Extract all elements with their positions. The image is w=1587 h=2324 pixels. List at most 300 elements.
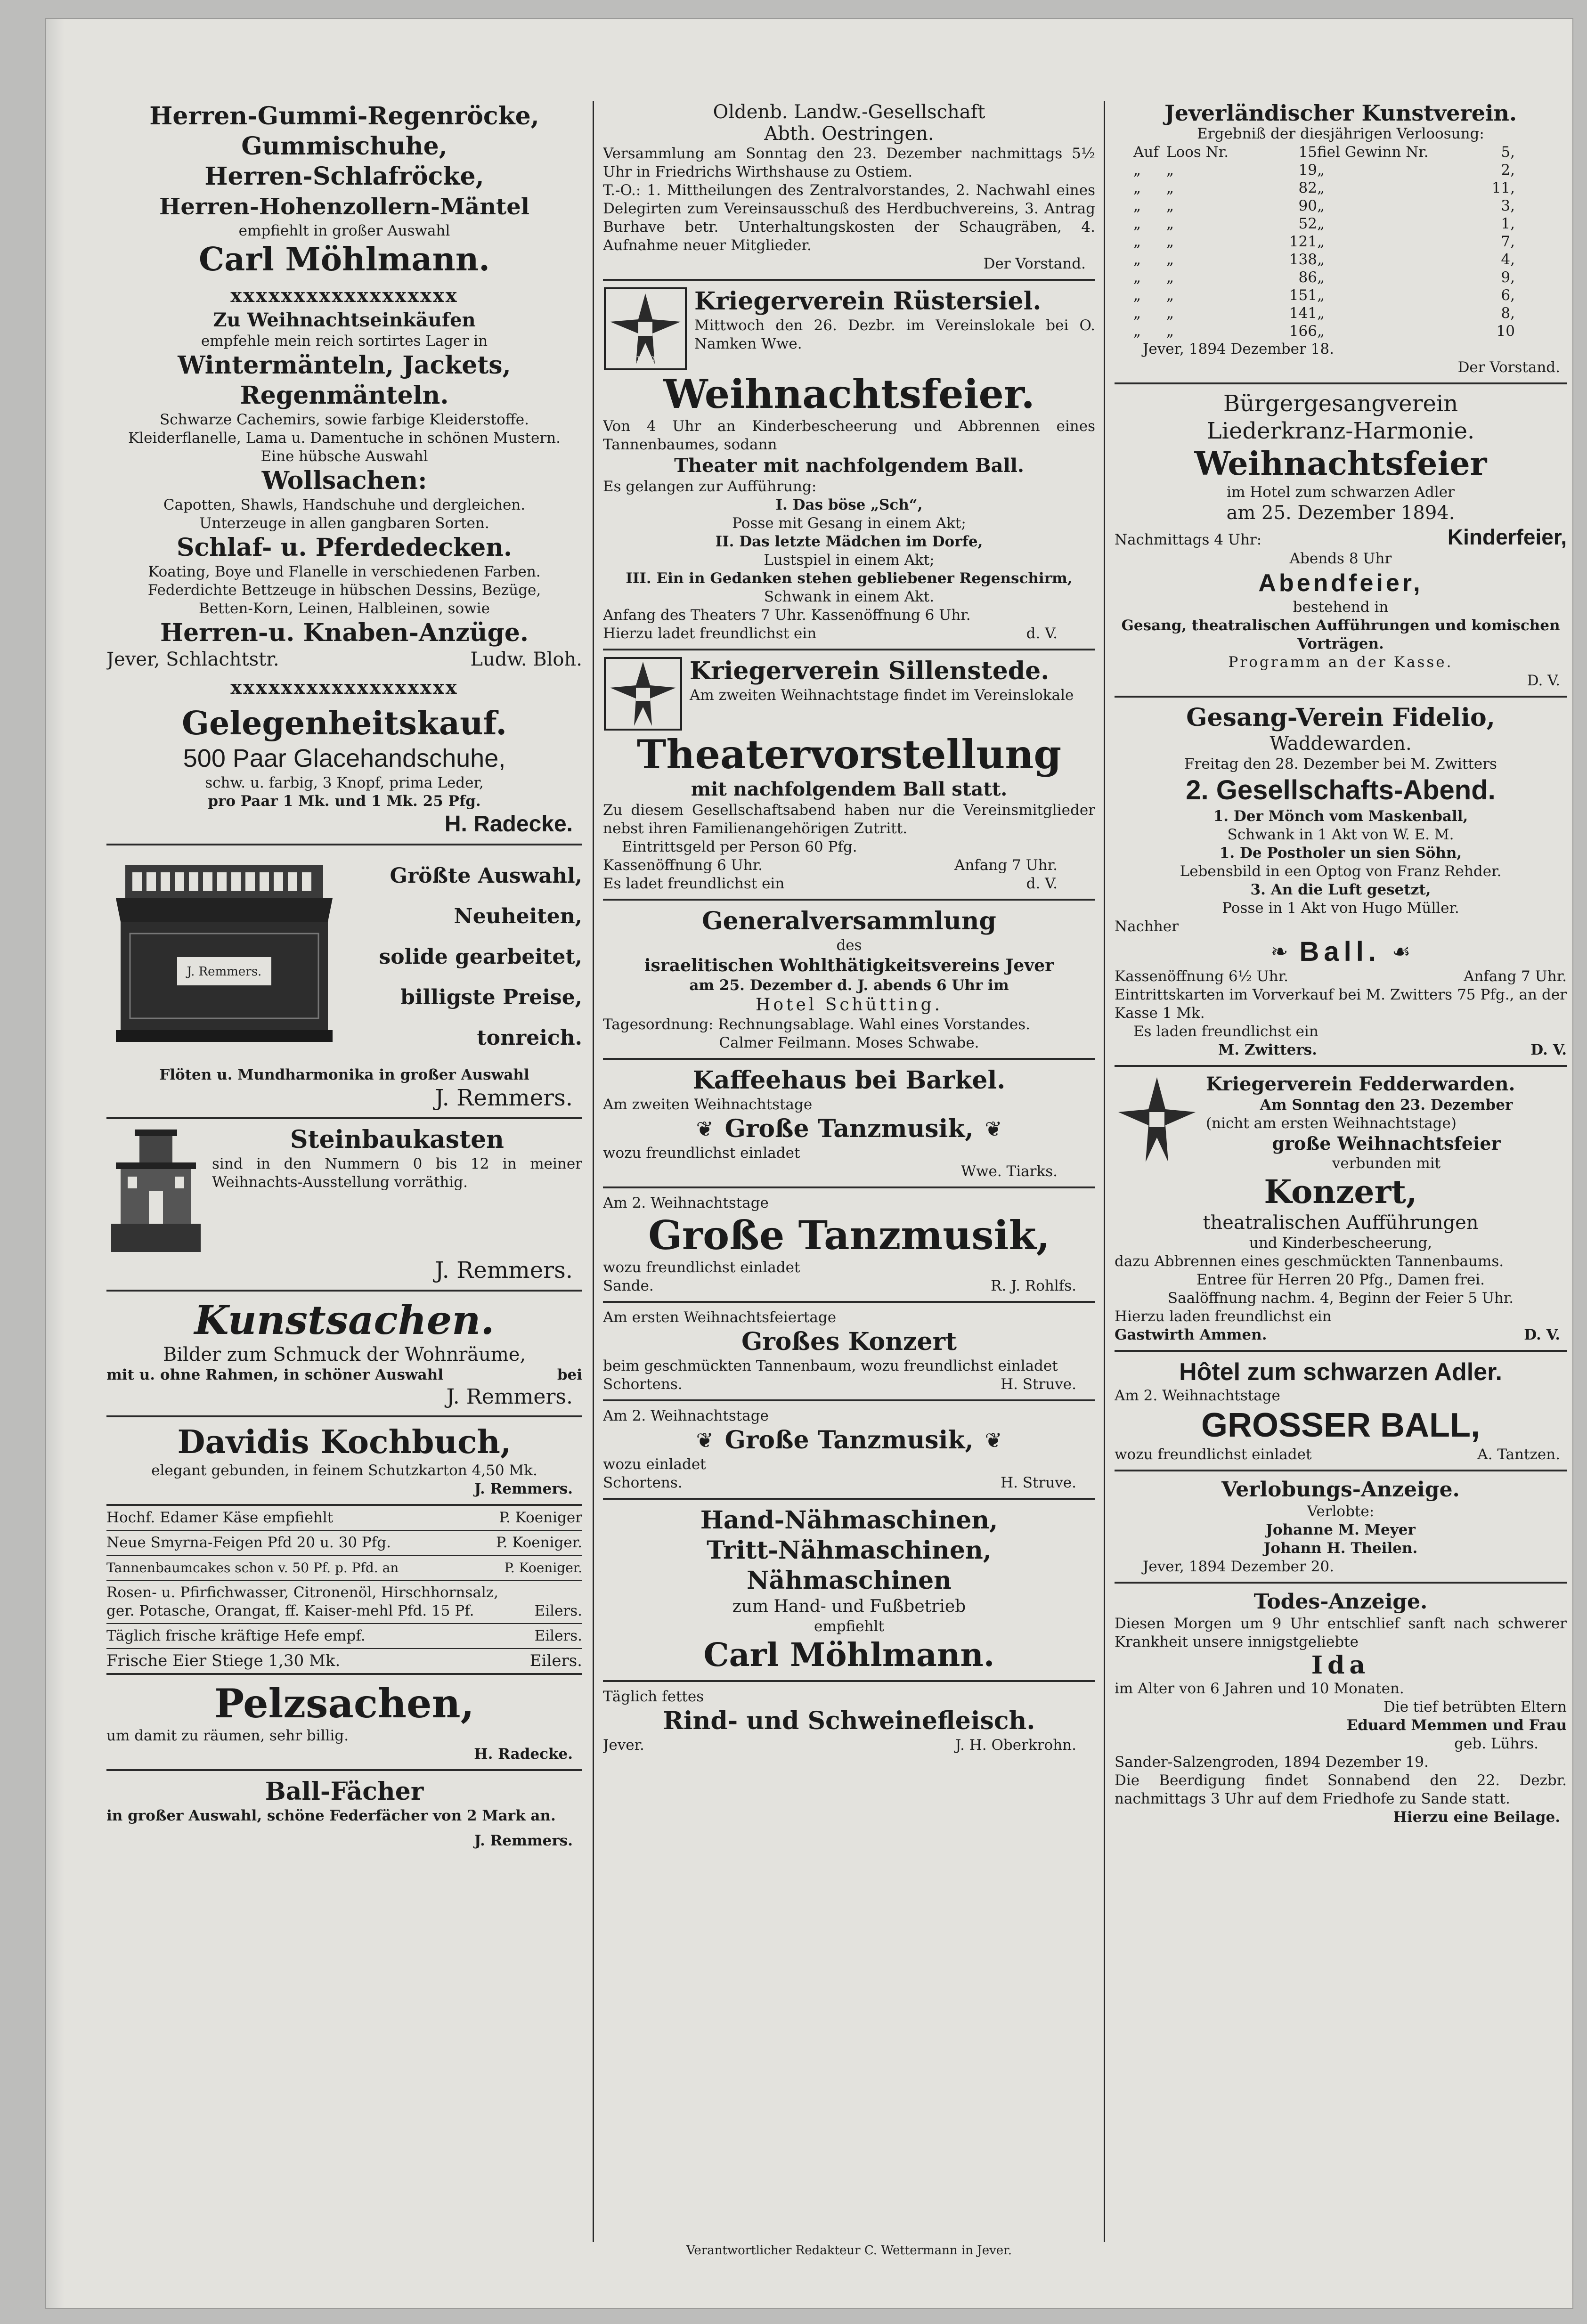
ad-signature: Calmer Feilmann. Moses Schwabe. [719, 1034, 979, 1051]
ad-text: Bilder zum Schmuck der Wohnräume, [163, 1344, 526, 1365]
ad-signature: P. Koeniger [499, 1509, 582, 1526]
lottery-cell: „ [1166, 179, 1174, 196]
ad-heading: Davidis Kochbuch, [177, 1423, 512, 1461]
ad-liederkranz-harmonie [1115, 384, 1567, 698]
lottery-row [1115, 286, 1567, 304]
ad-moehlmann-rainwear [106, 101, 582, 284]
iron-cross-icon [1115, 1073, 1199, 1167]
ad-text: wozu freundlichst einladet [1115, 1446, 1312, 1463]
ad-text: Hierzu eine Beilage. [1393, 1809, 1560, 1826]
ad-text: am 25. Dezember 1894. [1226, 502, 1455, 524]
ad-signature: D. V. [1530, 1041, 1567, 1058]
ad-text: mit u. ohne Rahmen, in schöner Auswahl [106, 1366, 443, 1383]
ad-kriegerverein-sillenstede [603, 650, 1095, 901]
lottery-cell: „ [1317, 287, 1325, 304]
ad-signature: D. V. [1524, 1326, 1560, 1343]
newspaper-page [46, 19, 1572, 2308]
column-3 [1115, 101, 1567, 2240]
ad-heading: Hand-Nähmaschinen, [700, 1506, 998, 1535]
ad-text: Rosen- u. Pfirfichwasser, Citronenöl, Hirschhornsalz, [106, 1584, 498, 1601]
ad-eilers-spices [106, 1581, 582, 1624]
lottery-cell: 141 [1289, 305, 1317, 322]
ad-heading: Kriegerverein Rüstersiel. [694, 287, 1042, 316]
ad-text: Es ladet freundlichst ein [603, 875, 785, 892]
ad-text: Die Beerdigung findet Sonnabend den 22. Dezbr. nachmittags 3 Uhr auf dem Friedhofe zu Sande statt. [1115, 1772, 1567, 1807]
ad-signature: Carl Möhlmann. [199, 241, 490, 278]
ad-text: Eintrittsgeld per Person 60 Pfg. [622, 838, 857, 855]
ad-text: Frische Eier Stiege 1,30 Mk. [106, 1651, 341, 1670]
ad-heading: Große Tanzmusik, [724, 1426, 974, 1455]
ad-text: Täglich frische kräftige Hefe empf. [106, 1627, 366, 1644]
ad-remmers-kochbuch [106, 1417, 582, 1506]
ad-text: (nicht am ersten Weihnachtstage) [1206, 1115, 1457, 1132]
ad-oberkrohn-meat [603, 1682, 1095, 1760]
flourish-left-icon: ❧ [1270, 940, 1288, 964]
ad-heading: Herren-Hohenzollern-Mäntel [159, 194, 529, 220]
ad-heading: Regenmänteln. [240, 381, 449, 410]
ad-heading: Gummischuhe, [241, 132, 448, 161]
ad-signature: H. Radecke. [444, 812, 573, 837]
ad-signature: J. Remmers. [435, 1257, 573, 1284]
ad-text: wozu freundlichst einladet [603, 1145, 800, 1162]
ad-heading: Herren-Schlafröcke, [204, 162, 484, 191]
ad-heading: Ball. [1299, 936, 1381, 967]
lottery-cell: „ [1166, 197, 1174, 214]
ad-radecke-gloves [106, 699, 582, 845]
ad-struve-konzert [603, 1303, 1095, 1401]
ad-text: Waddewarden. [1270, 733, 1412, 755]
ad-text: T.-O.: 1. Mittheilungen des Zentralvorstandes, 2. Nachwahl eines Delegirten zum Vereinsausschuß des Herdbuchvereins, 3. Antrag Burhave betr. Unterhaltungskosten der Schaugräben, 4. Aufnahme neuer Mitglieder. [603, 182, 1095, 254]
lottery-cell: „ [1133, 197, 1141, 214]
ad-heading: Kunstsachen. [194, 1297, 495, 1343]
ad-text: 1. Der Mönch vom Maskenball, [1213, 808, 1468, 825]
ad-todes-anzeige [1115, 1584, 1567, 1832]
ad-heading: Zu Weihnachtseinkäufen [213, 309, 476, 331]
ad-heading: Generalversammlung [702, 907, 996, 935]
lottery-cell: „ [1133, 305, 1141, 322]
ad-signature: H. Struve. [1001, 1376, 1076, 1393]
flourish-left-icon: ❦ [696, 1428, 714, 1453]
ad-text: Anfang 7 Uhr. [1464, 968, 1567, 985]
ad-verlobung [1115, 1471, 1567, 1584]
lottery-cell: „ [1317, 323, 1325, 340]
ad-kunstverein [1115, 101, 1567, 384]
lottery-cell: 86 [1298, 269, 1317, 286]
lottery-cell: 11, [1491, 179, 1515, 196]
lottery-cell: 5, [1501, 144, 1515, 161]
ad-signature: H. Radecke. [474, 1746, 573, 1763]
ad-signature: Ludw. Bloh. [470, 649, 582, 670]
ad-remmers-kunstsachen [106, 1292, 582, 1417]
ad-text: Am 2. Weihnachtstage [603, 1407, 769, 1424]
lottery-cell: „ [1166, 215, 1174, 232]
ad-signature: Eilers. [534, 1602, 582, 1619]
ad-text: Johann H. Theilen. [1263, 1540, 1418, 1557]
ad-heading: Großes Konzert [741, 1327, 957, 1356]
ad-text: Am ersten Weihnachtsfeiertage [603, 1309, 837, 1326]
ad-text: Tannenbaumcakes schon v. 50 Pf. p. Pfd. an [106, 1560, 399, 1576]
lottery-cell: 151 [1289, 287, 1317, 304]
ad-heading: Weihnachtsfeier [1194, 445, 1487, 483]
ad-eilers-yeast [106, 1624, 582, 1649]
ad-signature: D. V. [1527, 672, 1560, 689]
lottery-row [1115, 143, 1567, 161]
ad-location: Schortens. [603, 1474, 683, 1491]
ad-heading: Oldenb. Landw.-Gesellschaft [713, 101, 985, 123]
flourish-left-icon: ❦ [696, 1117, 714, 1141]
lottery-cell: 19 [1298, 162, 1317, 179]
ad-text: Schwank in einem Akt. [764, 588, 935, 605]
lottery-cell: fiel Gewinn Nr. [1317, 144, 1429, 161]
ad-koeniger-figs [106, 1531, 582, 1556]
lottery-row [1115, 161, 1567, 179]
ad-remmers-harmonium [106, 845, 582, 1119]
ad-heading: Theater mit nachfolgendem Ball. [674, 455, 1024, 477]
ad-text: tonreich. [477, 1026, 582, 1050]
ad-signature: J. H. Oberkrohn. [955, 1737, 1076, 1754]
ad-koeniger-cheese [106, 1506, 582, 1531]
ad-heading: Abth. Oestringen. [764, 123, 934, 145]
ad-signature: J. Remmers. [474, 1480, 573, 1497]
ad-text: Hierzu ladet freundlichst ein [603, 625, 817, 642]
ad-text: Saalöffnung nachm. 4, Beginn der Feier 5 Uhr. [1167, 1290, 1514, 1307]
ad-text: dazu Abbrennen eines geschmückten Tannenbaums. [1115, 1253, 1504, 1270]
ad-signature: H. Struve. [1001, 1474, 1076, 1491]
ad-text: Johanne M. Meyer [1266, 1521, 1416, 1538]
ad-heading: Gelegenheitskauf. [181, 705, 507, 742]
lottery-cell: „ [1317, 305, 1325, 322]
ad-text: empfiehlt in großer Auswahl [238, 222, 450, 239]
ad-text: bestehend in [1293, 599, 1389, 616]
ad-rohlfs-tanzmusik [603, 1188, 1095, 1303]
ad-text: verbunden mit [1332, 1155, 1441, 1172]
ad-text: zum Hand- und Fußbetrieb [732, 1597, 966, 1616]
iron-cross-icon [603, 656, 683, 731]
ad-hotel-schwarzer-adler [1115, 1352, 1567, 1471]
ad-text: bei [557, 1366, 582, 1383]
lottery-row [1115, 304, 1567, 322]
ad-text: Nachher [1115, 918, 1179, 935]
lottery-cell: „ [1133, 162, 1141, 179]
ad-signature: R. J. Rohlfs. [991, 1277, 1076, 1294]
ad-text: Die tief betrübten Eltern [1383, 1698, 1567, 1715]
ad-text: Versammlung am Sonntag den 23. Dezember nachmittags 5½ Uhr in Friedrichs Wirthshause zu Ostiem. [603, 145, 1095, 180]
lottery-cell: 7, [1501, 233, 1515, 250]
ad-heading: Gesang-Verein Fidelio, [1186, 703, 1495, 732]
ad-signature: Wwe. Tiarks. [961, 1163, 1058, 1180]
ad-text: am 25. Dezember d. J. abends 6 Uhr im [689, 977, 1009, 994]
lottery-cell: 52 [1298, 215, 1317, 232]
ad-text: Neue Smyrna-Feigen Pfd 20 u. 30 Pfg. [106, 1534, 391, 1551]
ad-text: Am zweiten Weihnachtstage findet im Vereinslokale [690, 687, 1074, 704]
ad-kriegerverein-fedderwarden [1115, 1067, 1567, 1352]
ad-signature: Der Vorstand. [983, 255, 1086, 272]
ad-heading: Weihnachtsfeier. [663, 371, 1035, 417]
ad-text: Diesen Morgen um 9 Uhr entschlief sanft nach schwerer Krankheit unsere innigstgeliebte [1115, 1615, 1567, 1650]
ad-text: Programm an der Kasse. [1228, 654, 1453, 671]
ad-signature: P. Koeniger. [496, 1534, 582, 1551]
lottery-row [1115, 233, 1567, 251]
flourish-right-icon: ☙ [1392, 940, 1411, 964]
lottery-cell: „ [1166, 323, 1174, 340]
ad-signature: A. Tantzen. [1477, 1446, 1560, 1463]
column-rule-2 [1104, 101, 1105, 2242]
lottery-cell: 121 [1289, 233, 1317, 250]
ad-struve-tanzmusik [603, 1401, 1095, 1500]
ad-text: Tagesordnung: Rechnungsablage. Wahl eines Vorstandes. [603, 1016, 1031, 1033]
lottery-row [1115, 197, 1567, 215]
lottery-cell: Loos Nr. [1166, 144, 1229, 161]
ad-text: Kassenöffnung 6 Uhr. [603, 857, 763, 874]
lottery-cell: „ [1166, 305, 1174, 322]
ad-koeniger-cakes [106, 1556, 582, 1581]
lottery-cell: Auf [1133, 144, 1159, 161]
ad-heading: Jeverländischer Kunstverein. [1164, 101, 1517, 126]
lottery-cell: „ [1133, 269, 1141, 286]
ad-heading: Nähmaschinen [747, 1566, 952, 1595]
ad-text: große Weihnachtsfeier [1272, 1133, 1501, 1154]
ad-text: Flöten u. Mundharmonika in großer Auswahl [159, 1066, 529, 1083]
ad-heading: Hôtel zum schwarzen Adler. [1179, 1358, 1502, 1386]
ad-eilers-eggs [106, 1649, 582, 1675]
lottery-cell: „ [1166, 269, 1174, 286]
ad-location: Jever. [603, 1737, 644, 1754]
lottery-results [1115, 143, 1567, 340]
ad-heading: Kriegerverein Fedderwarden. [1206, 1073, 1515, 1095]
ad-heading: Herren-Gummi-Regenröcke, [149, 102, 539, 130]
ad-text: Entree für Herren 20 Pfg., Damen frei. [1196, 1271, 1485, 1288]
ad-heading: Verlobungs-Anzeige. [1221, 1478, 1460, 1502]
ad-text: Ergebniß der diesjährigen Verloosung: [1197, 125, 1484, 142]
lottery-cell: 6, [1501, 287, 1515, 304]
ad-text: Anfang 7 Uhr. [954, 857, 1058, 874]
ad-text: pro Paar 1 Mk. und 1 Mk. 25 Pfg. [208, 793, 481, 810]
lottery-cell: „ [1133, 179, 1141, 196]
ad-heading: Ida [1311, 1651, 1370, 1680]
lottery-cell: „ [1133, 287, 1141, 304]
ad-heading: Schlaf- u. Pferdedecken. [176, 533, 513, 562]
ad-text: Es laden freundlichst ein [1133, 1023, 1318, 1040]
ad-signature: Carl Möhlmann. [703, 1636, 995, 1674]
ad-text: in großer Auswahl, schöne Federfächer von 2 Mark an. [106, 1807, 556, 1824]
ad-text: Schwarze Cachemirs, sowie farbige Kleiderstoffe. [160, 411, 529, 428]
lottery-cell: 90 [1298, 197, 1317, 214]
ad-text: 3. An die Luft gesetzt, [1250, 881, 1431, 898]
ad-text: Capotten, Shawls, Handschuhe und dergleichen. [163, 496, 526, 513]
column-rule-1 [593, 101, 594, 2242]
ad-text: empfiehlt [814, 1618, 884, 1635]
lottery-cell: 8, [1501, 305, 1515, 322]
ad-fidelio [1115, 698, 1567, 1067]
ad-heading: Herren-u. Knaben-Anzüge. [160, 618, 529, 647]
ad-location: Sande. [603, 1277, 654, 1294]
ad-text: israelitischen Wohlthätigkeitsvereins Jever [644, 956, 1054, 975]
ad-text: Größte Auswahl, [390, 864, 582, 888]
toy-castle-illustration [106, 1125, 205, 1257]
ad-signature: P. Koeniger. [504, 1560, 582, 1576]
lottery-cell: 138 [1289, 251, 1317, 268]
ad-text: Hotel Schütting. [755, 995, 943, 1015]
ornamental-separator: xxxxxxxxxxxxxxxxxx [230, 284, 458, 307]
ad-heading: Große Tanzmusik, [648, 1212, 1050, 1259]
ad-heading: Kaffeehaus bei Barkel. [692, 1066, 1006, 1095]
lottery-row [1115, 322, 1567, 340]
ad-text: Am 2. Weihnachtstage [1115, 1387, 1280, 1404]
ad-text: Kassenöffnung 6½ Uhr. [1115, 968, 1289, 985]
ad-text: Von 4 Uhr an Kinderbescheerung und Abbrennen eines Tannenbaumes, sodann [603, 418, 1095, 453]
ad-text: Verlobte: [1307, 1503, 1375, 1520]
ad-heading: Große Tanzmusik, [724, 1114, 974, 1143]
ad-text: Gesang, theatralischen Aufführungen und komischen Vorträgen. [1121, 617, 1560, 652]
ad-text: geb. Lührs. [1454, 1735, 1538, 1752]
ad-text: theatralischen Aufführungen [1203, 1212, 1479, 1234]
lottery-cell: 9, [1501, 269, 1515, 286]
lottery-cell: „ [1166, 162, 1174, 179]
ad-text: billigste Preise, [400, 985, 582, 1009]
ad-signature: Gastwirth Ammen. [1115, 1326, 1267, 1343]
lottery-row [1115, 179, 1567, 197]
ad-text: Unterzeuge in allen gangbaren Sorten. [199, 515, 489, 532]
cross-year: 1870 [635, 355, 655, 364]
ad-heading: Ball-Fächer [265, 1777, 424, 1806]
ad-text: Sander-Salzengroden, 1894 Dezember 19. [1115, 1754, 1429, 1771]
ad-heading: Todes-Anzeige. [1253, 1590, 1428, 1614]
lottery-cell: „ [1317, 269, 1325, 286]
ad-text: Es gelangen zur Aufführung: [603, 478, 817, 495]
ad-text: Posse in 1 Akt von Hugo Müller. [1222, 900, 1459, 917]
ad-heading: Liederkranz-Harmonie. [1206, 418, 1475, 444]
ad-text: Am Sonntag den 23. Dezember [1260, 1097, 1513, 1113]
ad-signature: M. Zwitters. [1218, 1041, 1317, 1058]
ad-landw-gesellschaft [603, 101, 1095, 281]
lottery-cell: „ [1317, 251, 1325, 268]
ad-heading: Wintermänteln, Jackets, [178, 351, 511, 380]
ad-kriegerverein-ruestersiel [603, 281, 1095, 650]
column-2 [603, 101, 1095, 2240]
ad-location: Jever, Schlachtstr. [106, 649, 279, 670]
editor-footer: Verantwortlicher Redakteur C. Wettermann in Jever. [686, 2243, 1012, 2258]
ad-text: empfehle mein reich sortirtes Lager in [201, 333, 488, 349]
lottery-cell: „ [1317, 162, 1325, 179]
ad-text: I. Das böse „Sch“, [775, 496, 923, 513]
ad-text: Freitag den 28. Dezember bei M. Zwitters [1184, 756, 1497, 772]
flourish-right-icon: ❦ [985, 1428, 1002, 1453]
ad-text: elegant gebunden, in feinem Schutzkarton 4,50 Mk. [151, 1462, 537, 1479]
flourish-right-icon: ❦ [985, 1117, 1002, 1141]
ad-generalversammlung [603, 901, 1095, 1060]
ad-text: Hochf. Edamer Käse empfiehlt [106, 1509, 334, 1526]
ad-text: III. Ein in Gedanken stehen gebliebener Regenschirm, [626, 570, 1073, 587]
ad-text: Abends 8 Uhr [1289, 550, 1392, 567]
ad-text: Neuheiten, [454, 904, 582, 928]
ad-text: Lebensbild in een Optog von Franz Rehder. [1180, 863, 1502, 880]
lottery-cell: „ [1317, 233, 1325, 250]
ad-heading: Kriegerverein Sillenstede. [690, 657, 1050, 685]
ad-text: ger. Potasche, Orangat, ff. Kaiser-mehl Pfd. 15 Pf. [106, 1602, 474, 1619]
ad-text: Posse mit Gesang in einem Akt; [732, 515, 966, 532]
ad-heading: Theatervorstellung [636, 731, 1062, 778]
ad-text: im Hotel zum schwarzen Adler [1227, 484, 1455, 501]
ad-heading: Konzert, [1264, 1173, 1417, 1211]
lottery-row [1115, 251, 1567, 268]
ad-text: Federdichte Bettzeuge in hübschen Dessins, Bezüge, [147, 582, 541, 599]
ad-heading: Kinderfeier, [1447, 525, 1567, 549]
lottery-row [1115, 268, 1567, 286]
iron-cross-icon [603, 286, 688, 371]
ad-text: Am zweiten Weihnachtstage [603, 1096, 813, 1113]
binding-shadow [46, 19, 64, 2308]
ad-heading: Pelzsachen, [214, 1680, 474, 1727]
ad-signature: d. V. [1026, 625, 1058, 642]
ad-text: Zu diesem Gesellschaftsabend haben nur die Vereinsmitglieder nebst ihren Familienangehörigen Zutritt. [603, 802, 1095, 837]
ad-text: Kleiderflanelle, Lama u. Damentuche in schönen Mustern. [128, 430, 561, 447]
ad-text: solide gearbeitet, [379, 945, 582, 969]
ad-heading: Bürgergesangverein [1223, 390, 1458, 417]
ad-text: wozu freundlichst einladet [603, 1259, 800, 1276]
lottery-cell: 15 [1298, 144, 1317, 161]
ad-text: und Kinderbescheerung, [1249, 1235, 1432, 1251]
lottery-cell: 3, [1501, 197, 1515, 214]
lottery-cell: „ [1133, 251, 1141, 268]
ad-signature: J. Remmers. [435, 1085, 573, 1111]
lottery-row [1115, 215, 1567, 233]
lottery-cell: 166 [1289, 323, 1317, 340]
ad-bloh-christmas [106, 307, 582, 676]
ad-radecke-fur [106, 1675, 582, 1771]
column-1 [106, 101, 582, 2240]
lottery-cell: 1, [1501, 215, 1515, 232]
ad-text: Lustspiel in einem Akt; [764, 552, 935, 569]
lottery-cell: „ [1166, 233, 1174, 250]
ad-heading: Abendfeier, [1258, 569, 1423, 597]
ad-heading: 500 Paar Glacehandschuhe, [183, 744, 506, 772]
ad-text: Koating, Boye und Flanelle in verschiedenen Farben. [148, 563, 541, 580]
ad-remmers-steinbaukasten [106, 1119, 582, 1292]
lottery-cell: „ [1133, 233, 1141, 250]
ad-heading: mit nachfolgendem Ball statt. [691, 778, 1008, 800]
ad-text: im Alter von 6 Jahren und 10 Monaten. [1115, 1680, 1404, 1697]
lottery-cell: 4, [1501, 251, 1515, 268]
ad-location: Schortens. [603, 1376, 683, 1393]
ad-text: wozu einladet [603, 1456, 706, 1473]
ad-text: des [836, 937, 862, 954]
lottery-cell: „ [1317, 215, 1325, 232]
lottery-cell: „ [1166, 287, 1174, 304]
ad-text: Hierzu laden freundlichst ein [1115, 1308, 1332, 1325]
ad-remmers-fans [106, 1771, 582, 1856]
ad-text: schw. u. farbig, 3 Knopf, prima Leder, [205, 774, 484, 791]
ornamental-separator: xxxxxxxxxxxxxxxxxx [230, 676, 458, 699]
ad-text: beim geschmückten Tannenbaum, wozu freundlichst einladet [603, 1357, 1058, 1374]
ad-text: Eine hübsche Auswahl [260, 448, 428, 465]
ad-text: Anfang des Theaters 7 Uhr. Kassenöffnung 6 Uhr. [603, 607, 971, 624]
lottery-cell: „ [1133, 323, 1141, 340]
lottery-cell: 82 [1298, 179, 1317, 196]
ad-text: Jever, 1894 Dezember 20. [1143, 1558, 1334, 1575]
ad-signature: J. Remmers. [474, 1832, 573, 1849]
ad-text: Eduard Memmen und Frau [1346, 1717, 1567, 1734]
ad-text: Betten-Korn, Leinen, Halbleinen, sowie [199, 600, 490, 617]
ad-text: 1. De Postholer un sien Söhn, [1219, 845, 1462, 861]
ad-text: Eintrittskarten im Vorverkauf bei M. Zwitters 75 Pfg., an der Kasse 1 Mk. [1115, 986, 1567, 1022]
ad-signature: Eilers. [534, 1627, 582, 1644]
ad-signature: Eilers. [529, 1651, 582, 1670]
ad-text: Am 2. Weihnachtstage [603, 1195, 769, 1211]
ad-text: Jever, 1894 Dezember 18. [1143, 341, 1334, 358]
ad-moehlmann-sewing [603, 1500, 1095, 1682]
ad-text: Nachmittags 4 Uhr: [1115, 531, 1262, 548]
ad-signature: d. V. [1026, 875, 1058, 892]
